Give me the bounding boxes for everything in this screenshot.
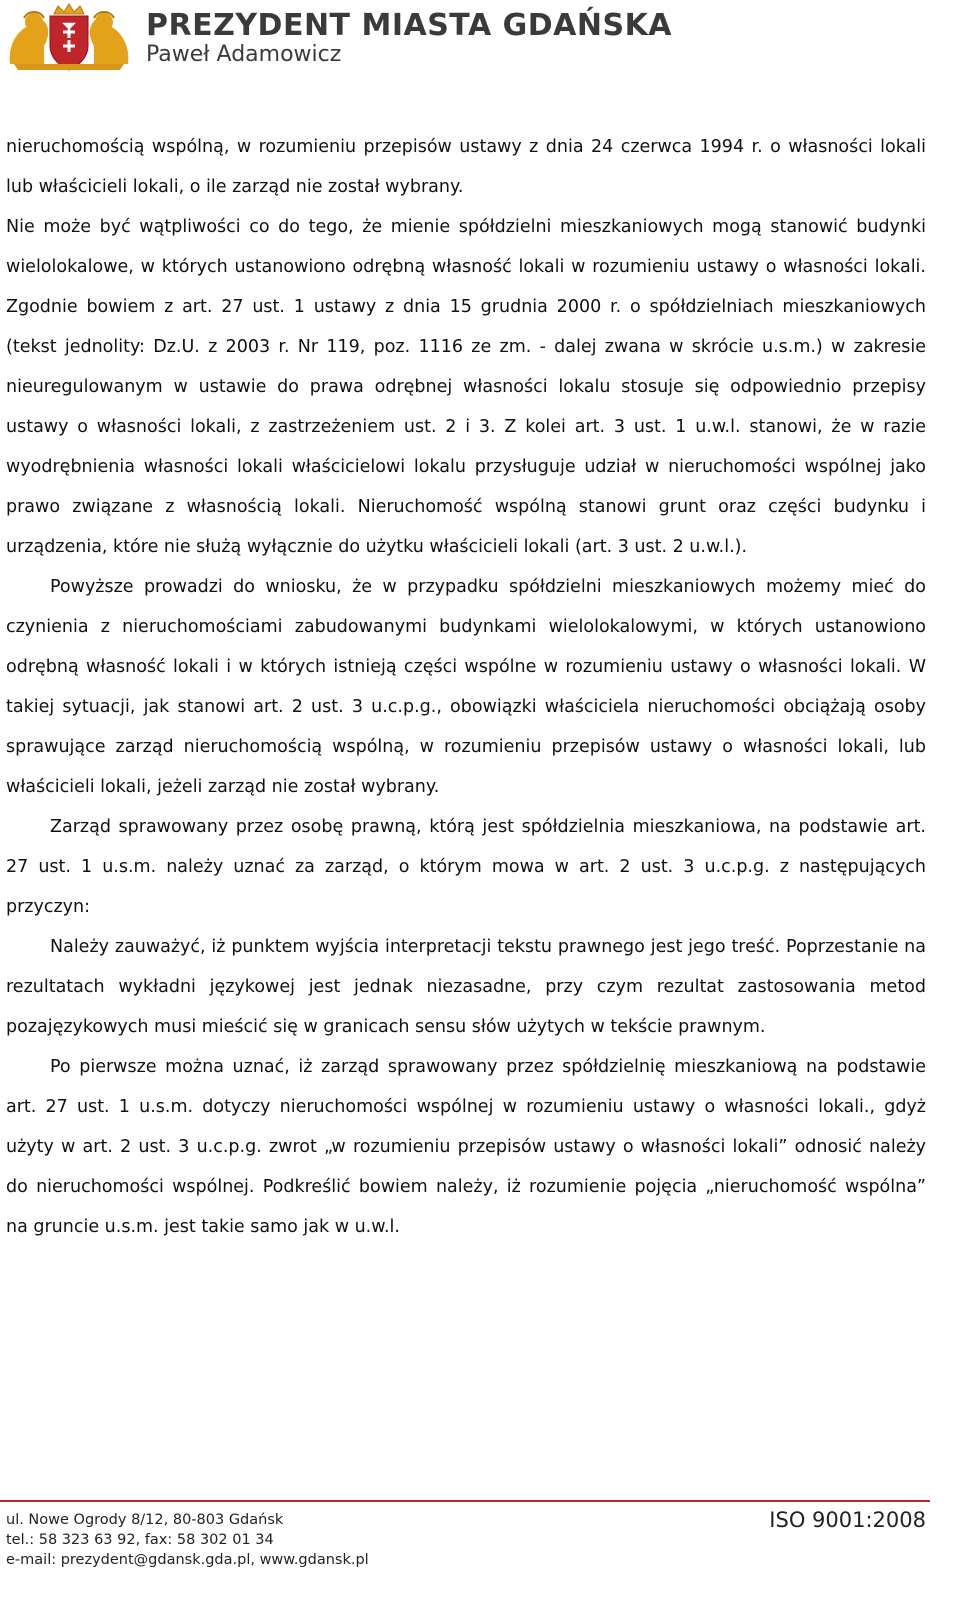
letter-body (6, 127, 926, 1247)
letterhead (0, 0, 960, 80)
iso-certification: ISO 9001:2008 (769, 1508, 926, 1532)
paragraph: Należy zauważyć, iż punktem wyjścia interpretacji tekstu prawnego jest jego treść. Poprzestanie na rezultatach wykładni językowej jest jednak niezasadne, przy czym rezultat zastosowania metod pozajęzykowych musi mieścić się w granicach sensu słów użytych w tekście prawnym. (6, 937, 926, 1037)
footer-divider (0, 1500, 930, 1502)
org-subtitle: Paweł Adamowicz (146, 42, 342, 67)
footer-contact (6, 1510, 369, 1570)
gdansk-coat-of-arms-icon (4, 2, 134, 72)
footer-address-line: ul. Nowe Ogrody 8/12, 80-803 Gdańsk (6, 1512, 284, 1528)
paragraph: Zarząd sprawowany przez osobę prawną, którą jest spółdzielnia mieszkaniowa, na podstawie art. 27 ust. 1 u.s.m. należy uznać za zarząd, o którym mowa w art. 2 ust. 3 u.c.p.g. z następujących przyczyn: (6, 817, 926, 917)
paragraph: Po pierwsze można uznać, iż zarząd sprawowany przez spółdzielnię mieszkaniową na podstawie art. 27 ust. 1 u.s.m. dotyczy nieruchomości wspólnej w rozumieniu ustawy o własności lokali., gdyż użyty w art. 2 ust. 3 u.c.p.g. zwrot „w rozumieniu przepisów ustawy o własności lokali” odnosić należy do nieruchomości wspólnej. Podkreślić bowiem należy, iż rozumienie pojęcia „nieruchomość wspólna” na gruncie u.s.m. jest takie samo jak w u.w.l. (6, 1057, 926, 1237)
paragraph: nieruchomością wspólną, w rozumieniu przepisów ustawy z dnia 24 czerwca 1994 r. o własności lokali lub właścicieli lokali, o ile zarząd nie został wybrany. (6, 137, 926, 197)
footer-phone-line: tel.: 58 323 63 92, fax: 58 302 01 34 (6, 1532, 274, 1548)
paragraph: Powyższe prowadzi do wniosku, że w przypadku spółdzielni mieszkaniowych możemy mieć do czynienia z nieruchomościami zabudowanymi budynkami wielolokalowymi, w których ustanowiono odrębną własność lokali i w których istnieją części wspólne w rozumieniu ustawy o własności lokali. W takiej sytuacji, jak stanowi art. 2 ust. 3 u.c.p.g., obowiązki właściciela nieruchomości obciążają osoby sprawujące zarząd nieruchomością wspólną, w rozumieniu przepisów ustawy o własności lokali, lub właścicieli lokali, jeżeli zarząd nie został wybrany. (6, 577, 926, 797)
paragraph: Nie może być wątpliwości co do tego, że mienie spółdzielni mieszkaniowych mogą stanowić budynki wielolokalowe, w których ustanowiono odrębną własność lokali w rozumieniu ustawy o własności lokali. Zgodnie bowiem z art. 27 ust. 1 ustawy z dnia 15 grudnia 2000 r. o spółdzielniach mieszkaniowych (tekst jednolity: Dz.U. z 2003 r. Nr 119, poz. 1116 ze zm. - dalej zwana w skrócie u.s.m.) w zakresie nieuregulowanym w ustawie do prawa odrębnej własności lokalu stosuje się odpowiednio przepisy ustawy o własności lokali, z zastrzeżeniem ust. 2 i 3. Z kolei art. 3 ust. 1 u.w.l. stanowi, że w razie wyodrębnienia własności lokali właścicielowi lokalu przysługuje udział w nieruchomości wspólnej jako prawo związane z własnością lokali. Nieruchomość wspólną stanowi grunt oraz części budynku i urządzenia, które nie służą wyłącznie do użytku właścicieli lokali (art. 3 ust. 2 u.w.l.). (6, 217, 926, 557)
org-title: PREZYDENT MIASTA GDAŃSKA (146, 8, 673, 43)
footer-email-line: e-mail: prezydent@gdansk.gda.pl, www.gdansk.pl (6, 1552, 369, 1568)
